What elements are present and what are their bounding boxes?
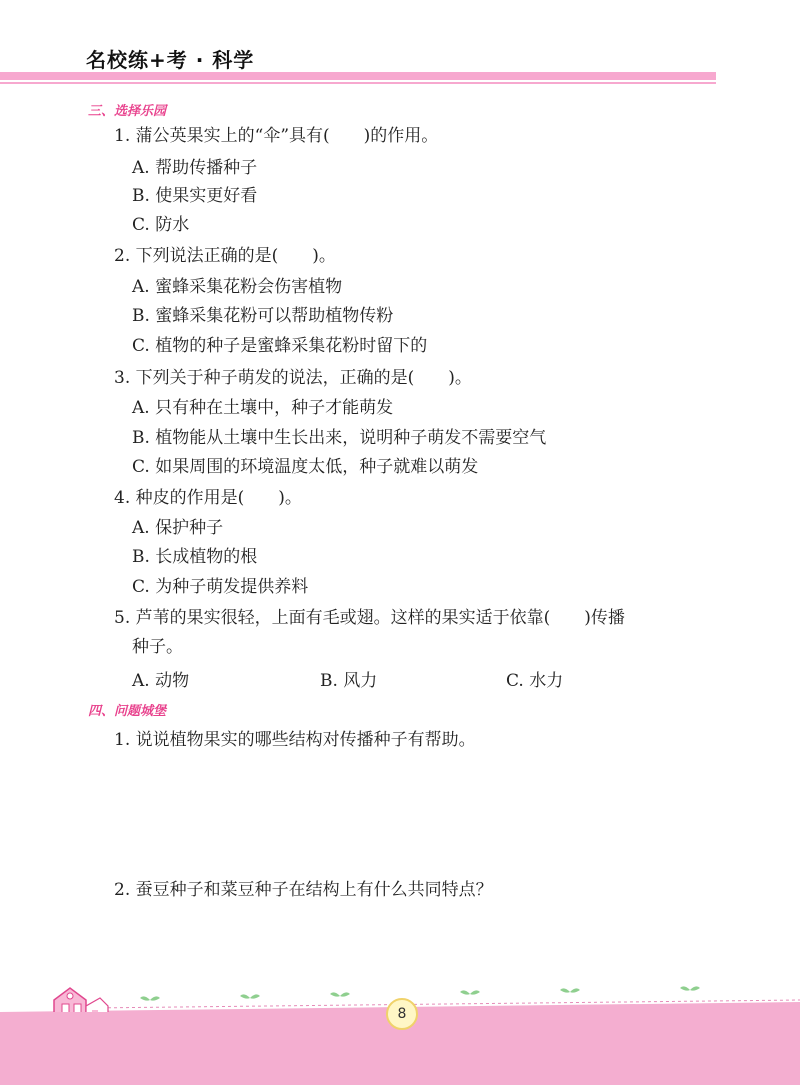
q4-option-a: A. 保护种子 <box>132 518 224 538</box>
q3-option-c: C. 如果周围的环境温度太低，种子就难以萌发 <box>132 457 479 477</box>
header-bar-thin <box>0 82 716 84</box>
header-bar <box>0 72 716 80</box>
question-1: 1. 蒲公英果实上的“伞”具有( )的作用。 <box>114 126 439 146</box>
q1-option-a: A. 帮助传播种子 <box>132 158 258 178</box>
q2-option-c: C. 植物的种子是蜜蜂采集花粉时留下的 <box>132 336 428 356</box>
q5-option-b: B. 风力 <box>320 671 378 691</box>
sprout-icons <box>140 986 700 1000</box>
section-title-questions: 四、问题城堡 <box>88 704 167 719</box>
q5-option-a: A. 动物 <box>132 671 190 691</box>
question-4: 4. 种皮的作用是( )。 <box>114 488 302 508</box>
q5-option-c: C. 水力 <box>506 671 564 691</box>
open-question-1: 1. 说说植物果实的哪些结构对传播种子有帮助。 <box>114 730 476 750</box>
question-5-line-2: 种子。 <box>132 637 183 657</box>
q1-option-c: C. 防水 <box>132 215 190 235</box>
question-2: 2. 下列说法正确的是( )。 <box>114 246 336 266</box>
question-5-line-1: 5. 芦苇的果实很轻，上面有毛或翅。这样的果实适于依靠( )传播 <box>114 608 625 628</box>
q4-option-b: B. 长成植物的根 <box>132 547 258 567</box>
header-title: 名校练+考 · 科学 <box>86 48 255 72</box>
q1-option-b: B. 使果实更好看 <box>132 186 258 206</box>
q2-option-b: B. 蜜蜂采集花粉可以帮助植物传粉 <box>132 306 394 326</box>
q3-option-a: A. 只有种在土壤中，种子才能萌发 <box>132 398 394 418</box>
question-3: 3. 下列关于种子萌发的说法，正确的是( )。 <box>114 368 472 388</box>
section-title-choice: 三、选择乐园 <box>88 104 167 119</box>
q3-option-b: B. 植物能从土壤中生长出来，说明种子萌发不需要空气 <box>132 428 547 448</box>
q4-option-c: C. 为种子萌发提供养料 <box>132 577 309 597</box>
open-question-2: 2. 蚕豆种子和菜豆种子在结构上有什么共同特点？ <box>114 880 493 900</box>
q2-option-a: A. 蜜蜂采集花粉会伤害植物 <box>132 277 343 297</box>
page-number: 8 <box>386 998 418 1030</box>
